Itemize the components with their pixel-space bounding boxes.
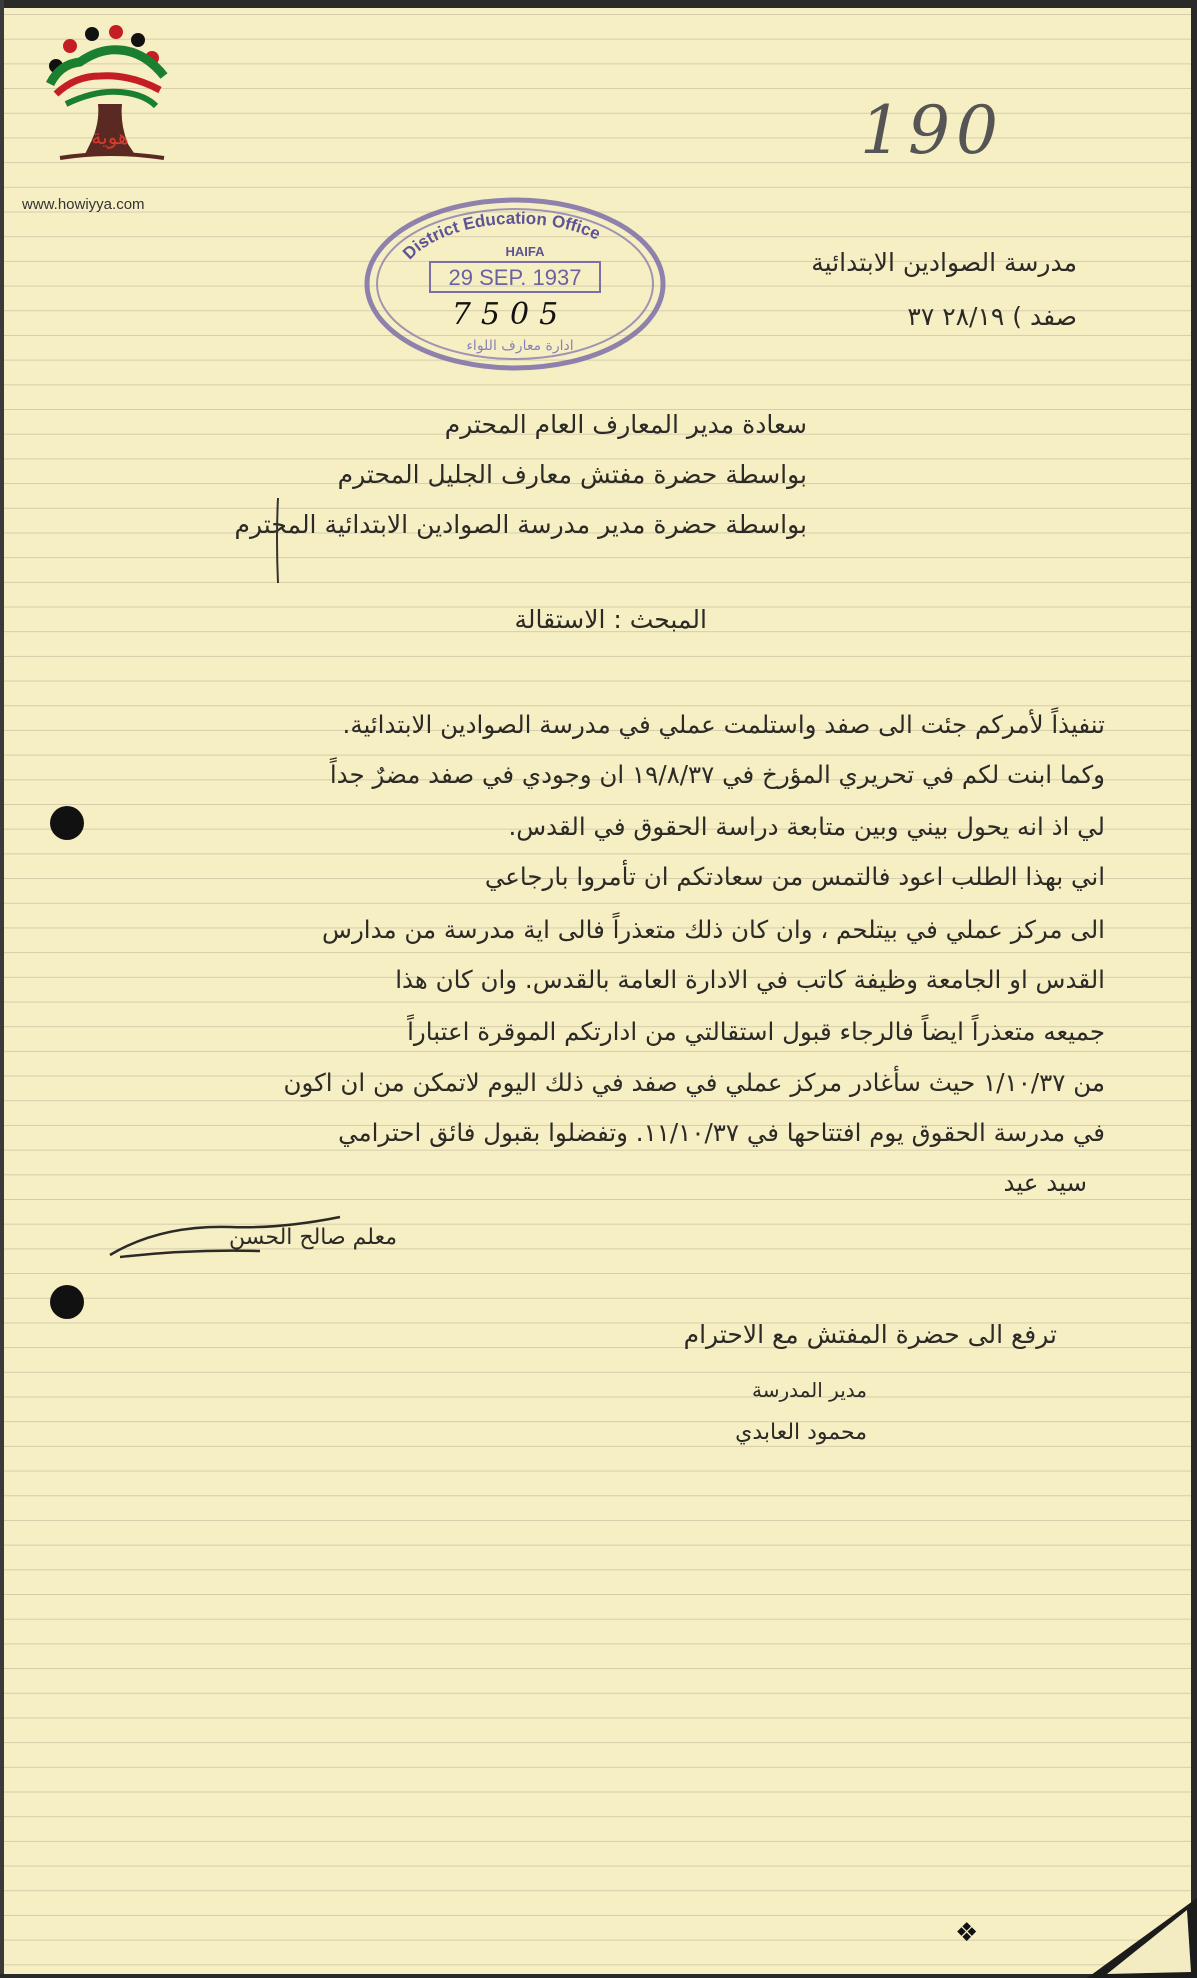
page-corner-fold <box>1087 1898 1197 1978</box>
body-line: اني بهذا الطلب اعود فالتمس من سعادتكم ان تأمروا بارجاعي <box>484 862 1105 891</box>
page-number: 190 <box>860 92 1004 169</box>
ornament-icon: ❖ <box>955 1918 979 1948</box>
body-line: الى مركز عملي في بيتلحم ، وان كان ذلك متعذراً فالى اية مدرسة من مدارس <box>322 915 1105 944</box>
howiyya-logo <box>40 24 180 174</box>
body-signoff: سيد عيد <box>1003 1168 1087 1197</box>
stamp-number: 7505 <box>451 297 569 332</box>
signature-name: معلم صالح الحسن <box>229 1225 397 1250</box>
school-name: مدرسة الصوادين الابتدائية <box>811 248 1077 277</box>
address-line-2: بواسطة حضرة مفتش معارف الجليل المحترم <box>337 460 807 489</box>
stamp-office-text: District Education Office <box>399 208 604 264</box>
education-office-stamp <box>360 190 670 378</box>
address-line-3: بواسطة حضرة مدير مدرسة الصوادين الابتدائية المحترم <box>234 510 807 539</box>
punch-hole <box>50 806 84 840</box>
scan-border-top <box>0 0 1197 8</box>
people-circle-icon <box>49 25 164 106</box>
body-line: من ١/١٠/٣٧ حيث سأغادر مركز عملي في صفد في ذلك اليوم لاتمكن من ان اكون <box>283 1068 1105 1097</box>
body-line: تنفيذاً لأمركم جئت الى صفد واستلمت عملي في مدرسة الصوادين الابتدائية. <box>342 710 1105 739</box>
scan-border-left <box>0 0 4 1978</box>
scan-border-right <box>1191 0 1197 1978</box>
body-line: وكما ابنت لكم في تحريري المؤرخ في ١٩/٨/٣٧ ان وجودي في صفد مضرٌ جداً <box>329 760 1105 789</box>
body-line: في مدرسة الحقوق يوم افتتاحها في ١١/١٠/٣٧. وتفضلوا بقبول فائق احترامي <box>338 1118 1105 1147</box>
address-line-1: سعادة مدير المعارف العام المحترم <box>444 410 807 439</box>
scan-border-bottom <box>0 1974 1197 1978</box>
punch-hole <box>50 1285 84 1319</box>
subject-line: المبحث : الاستقالة <box>514 605 707 634</box>
forward-note-line-2: مدير المدرسة <box>751 1378 867 1402</box>
forward-note-line-3: محمود العابدي <box>735 1420 867 1445</box>
reference-number: صفد ) ٢٨/١٩ ٣٧ <box>907 302 1077 331</box>
body-line: القدس او الجامعة وظيفة كاتب في الادارة العامة بالقدس. وان كان هذا <box>395 965 1105 994</box>
stamp-arabic: ادارة معارف اللواء <box>466 338 574 354</box>
logo-url[interactable]: www.howiyya.com <box>22 196 145 213</box>
body-line: جميعه متعذراً ايضاً فالرجاء قبول استقالتي من ادارتكم الموقرة اعتباراً <box>407 1017 1105 1046</box>
logo-text: هوية <box>91 125 129 149</box>
forward-note-line-1: ترفع الى حضرة المفتش مع الاحترام <box>683 1320 1057 1349</box>
stamp-city: HAIFA <box>505 244 545 259</box>
margin-stroke <box>275 498 281 583</box>
stamp-date: 29 SEP. 1937 <box>448 265 582 290</box>
body-line: لي اذ انه يحول بيني وبين متابعة دراسة الحقوق في القدس. <box>508 812 1105 841</box>
